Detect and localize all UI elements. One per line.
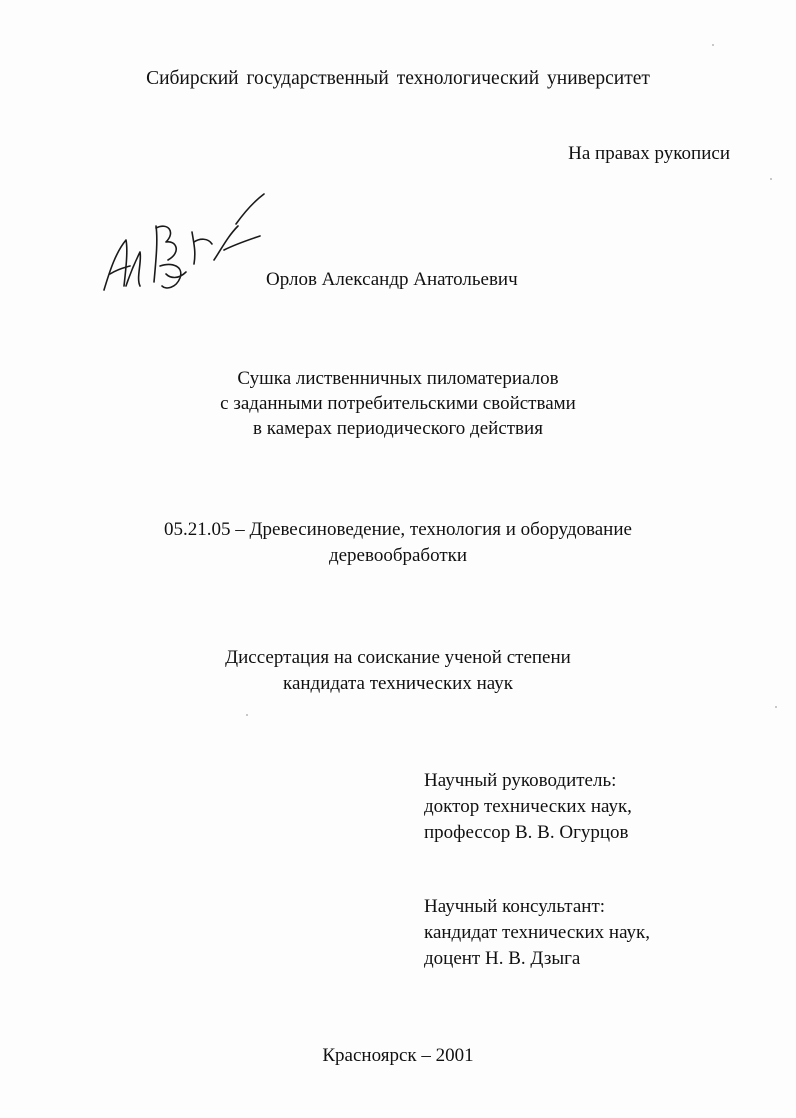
consultant-line: Научный консультант: [424,896,606,917]
dissertation-title [0,366,796,441]
title-line: Сушка лиственничных пиломатериалов [237,368,559,389]
author-name: Орлов Александр Анатольевич [266,269,518,290]
supervisor-line: профессор В. В. Огурцов [424,822,629,843]
title-line: в камерах периодического действия [253,418,543,439]
specialty-line: деревообработки [328,545,468,566]
scan-speck [775,706,777,708]
supervisor-block [424,768,632,846]
consultant-line: кандидат технических наук, [424,922,651,943]
rights-note: На правах рукописи [568,143,730,164]
supervisor-line: Научный руководитель: [424,770,617,791]
place-and-year: Красноярск – 2001 [322,1045,474,1066]
scan-speck [246,714,248,716]
title-line: с заданными потребительскими свойствами [220,393,576,414]
degree-statement [0,645,796,697]
consultant-block [424,894,650,972]
scan-speck [712,44,714,46]
degree-line: Диссертация на соискание ученой степени [225,647,571,668]
university-name: Сибирский государственный технологический университет [146,68,650,89]
supervisor-line: доктор технических наук, [424,796,632,817]
degree-line: кандидата технических наук [283,673,513,694]
handwritten-signature-icon [96,190,272,310]
specialty-line: 05.21.05 – Древесиноведение, технология и оборудование [164,519,632,540]
specialty-code [0,517,796,569]
consultant-line: доцент Н. В. Дзыга [424,948,581,969]
scan-speck [770,178,772,180]
